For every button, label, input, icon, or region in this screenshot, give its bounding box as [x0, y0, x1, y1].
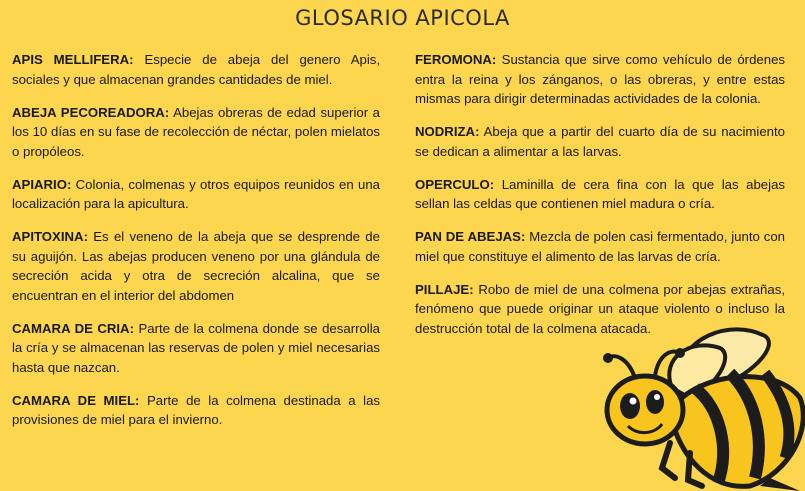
glossary-definition: Colonia, colmenas y otros equipos reunidos en una localización para la apicultura.	[12, 176, 380, 211]
bee-leg	[662, 443, 675, 478]
bee-eye	[646, 390, 664, 414]
glossary-definition: Parte de la colmena destinada a las provisiones de miel para el invierno.	[12, 392, 381, 427]
glossary-term: APITOXINA:	[12, 229, 88, 244]
glossary-entry	[415, 227, 785, 266]
glossary-entry	[12, 50, 380, 89]
glossary-entry	[415, 50, 785, 109]
glossary-left-column	[12, 50, 380, 443]
glossary-definition: Mezcla de polen casi fermentado, junto con miel que constituye el alimento de las larvas de cría.	[415, 229, 785, 264]
glossary-entry	[12, 103, 380, 162]
glossary-term: PILLAJE:	[415, 281, 474, 297]
bee-icon	[600, 318, 805, 491]
glossary-definition: Es el veneno de la abeja que se desprende de su aguijón. Las abejas producen veneno por una glándula de secreción acida y otra de secreción alcalina, que se encuentran en el interior del abdomen	[12, 229, 380, 303]
glossary-term: FEROMONA:	[415, 52, 497, 67]
glossary-right-column	[415, 50, 785, 352]
glossary-term: ABEJA PECOREADORA:	[12, 104, 170, 120]
glossary-definition: Abejas obreras de edad superior a los 10 días en su fase de recolección de néctar, polen mielatos o propóleos.	[12, 104, 381, 159]
glossary-term: NODRIZA:	[415, 124, 480, 139]
glossary-entry	[415, 175, 785, 214]
glossary-term: APIARIO:	[12, 176, 72, 192]
page-title: GLOSARIO APICOLA	[295, 6, 510, 30]
bee-eye	[620, 393, 640, 419]
glossary-term: CAMARA DE MIEL:	[12, 392, 140, 408]
glossary-definition: Robo de miel de una colmena por abejas extrañas, fenómeno que puede originar un ataque violento o incluso la destrucción total de la colmena atacada.	[415, 281, 785, 336]
glossary-term: OPERCULO:	[415, 176, 495, 192]
glossary-term: APIS MELLIFERA:	[12, 52, 134, 67]
glossary-entry	[12, 319, 380, 378]
glossary-entry	[12, 227, 380, 305]
glossary-term: PAN DE ABEJAS:	[415, 229, 526, 244]
glossary-definition: Especie de abeja del genero Apis, sociales y que almacenan grandes cantidades de miel.	[12, 52, 381, 87]
glossary-definition: Sustancia que sirve como vehículo de órdenes entra la reina y los zánganos, o las obreras, y entre estas mismas para dirigir determinadas actividades de la colonia.	[415, 52, 786, 106]
glossary-definition: Abeja que a partir del cuarto día de su nacimiento se dedican a alimentar a las larvas.	[415, 124, 785, 159]
glossary-entry	[415, 122, 785, 161]
glossary-term: CAMARA DE CRIA:	[12, 320, 134, 336]
glossary-entry	[12, 391, 380, 430]
glossary-entry	[12, 175, 380, 214]
glossary-definition: Laminilla de cera fina con la que las abejas sellan las celdas que contienen miel madura o cría.	[415, 176, 785, 211]
glossary-definition: Parte de la colmena donde se desarrolla la cría y se almacenan las reservas de polen y miel necesarias hasta que nazcan.	[12, 320, 381, 375]
